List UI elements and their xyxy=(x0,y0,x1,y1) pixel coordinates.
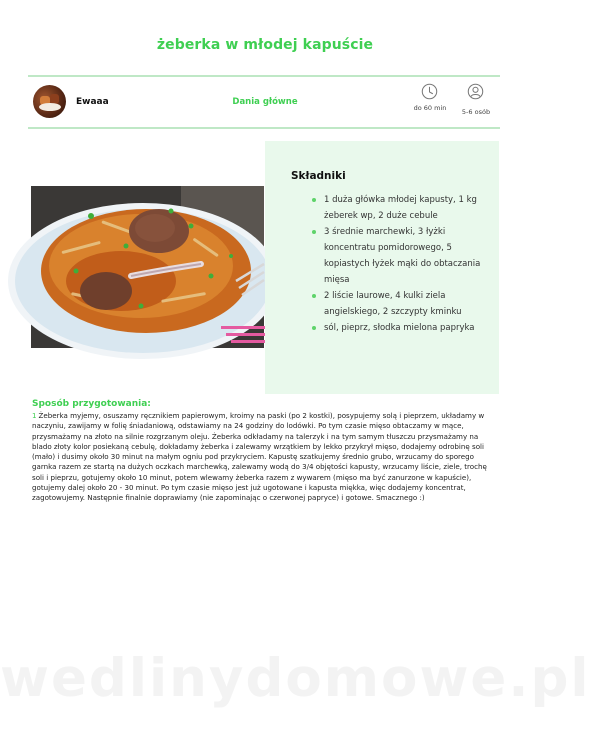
ingredient-item: 3 średnie marchewki, 3 łyżki koncentratu pomidorowego, 5 kopiastych łyżek mąki do obtaczania mięsa xyxy=(312,224,492,288)
ingredients-list xyxy=(312,192,492,336)
category-link[interactable]: Dania główne xyxy=(232,97,298,107)
divider-bottom xyxy=(28,127,500,129)
step-number: 1 xyxy=(32,411,37,420)
ingredients-heading: Składniki xyxy=(291,170,346,182)
divider-top xyxy=(28,75,500,77)
ingredient-item: 1 duża główka młodej kapusty, 1 kg żeberek wp, 2 duże cebule xyxy=(312,192,492,224)
preparation-text xyxy=(32,411,500,504)
prep-time: do 60 min xyxy=(413,104,447,112)
ingredient-item: sól, pieprz, słodka mielona papryka xyxy=(312,320,492,336)
ingredient-item: 2 liście laurowe, 4 kulki ziela angielskiego, 2 szczypty kminku xyxy=(312,288,492,320)
recipe-title: żeberka w młodej kapuście xyxy=(156,37,374,53)
author-name[interactable]: Ewaaa xyxy=(76,97,109,107)
step-text: Żeberka myjemy, osuszamy ręcznikiem papierowym, kroimy na paski (po 2 kostki), posypujemy solą i pieprzem, układamy w naczyniu, zawijamy w folię śniadaniową, odstawiamy na 24 godziny do lodówki. Po tym czasie mięso obtaczamy w mące, przysmażamy na złoto na silnie rozgrzanym oleju. Żeberka odkładamy na talerzyk i na tym samym tłuszczu przysmażamy na blado złoty kolor posiekaną cebulę, dokładamy żeberka i zalewamy wrzątkiem by lekko przykrył mięso, dodajemy odrobinę soli (mało) i dusimy około 30 minut na małym ogniu pod przykryciem. Kapustę szatkujemy średnio grubo, wrzucamy do sporego garnka razem ze startą na dużych oczkach marchewką, zalewamy wodą do 3/4 objętości kapusty, wrzucamy liście, ziele, trochę soli i pieprzu, gotujemy około 10 minut, potem wlewamy żeberka razem z wywarem (mięso ma być zanurzone w kapuście), gotujemy dalej około 20 - 30 minut. Po tym czasie mięso jest już ugotowane i kapusta miękka, więc dodajemy koncentrat, zagotowujemy. Następnie finalnie doprawiamy (nie zapominając o czerwonej papryce) i gotowe. Smacznego :) xyxy=(32,411,487,503)
watermark: wedlinydomowe.pl xyxy=(0,648,591,709)
preparation-heading: Sposób przygotowania: xyxy=(32,399,151,409)
user-icon xyxy=(467,83,484,100)
servings: 5-6 osób xyxy=(461,108,491,116)
recipe-photo xyxy=(31,186,264,348)
clock-icon xyxy=(421,83,438,100)
